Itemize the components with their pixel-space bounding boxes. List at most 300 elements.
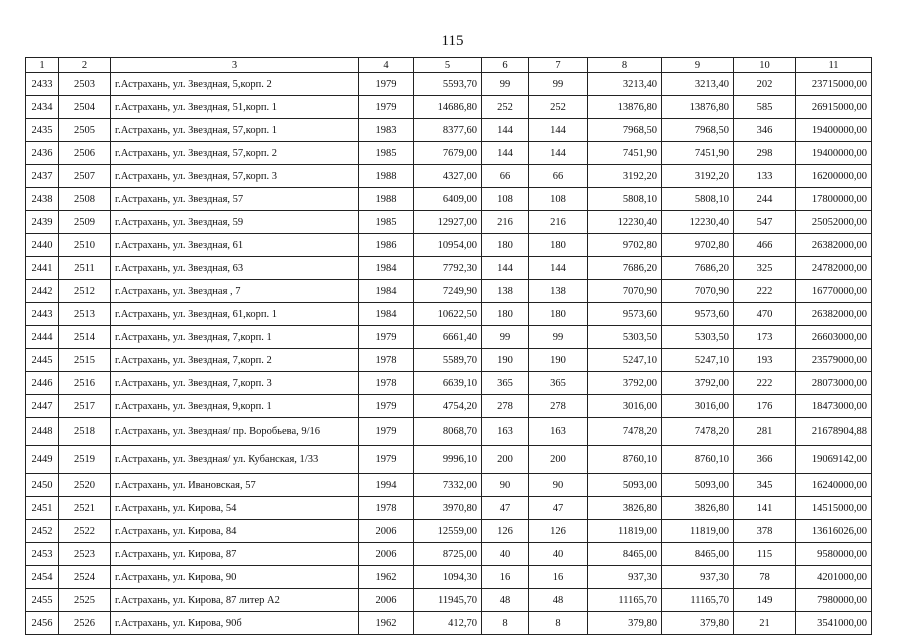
table-row <box>26 326 872 349</box>
cost-value-cell: 26382000,00 <box>796 303 872 326</box>
record-number-cell: 2451 <box>26 497 59 520</box>
living-area-cell: 11165,70 <box>588 589 662 612</box>
col6-value-cell: 47 <box>482 497 529 520</box>
residents-count-cell: 176 <box>734 395 796 418</box>
table-row <box>26 418 872 446</box>
record-number-cell: 2456 <box>26 612 59 635</box>
col7-value-cell: 200 <box>529 446 588 474</box>
object-number-cell: 2516 <box>59 372 111 395</box>
col6-value-cell: 144 <box>482 142 529 165</box>
col7-value-cell: 66 <box>529 165 588 188</box>
address-cell: г.Астрахань, ул. Звездная, 57,корп. 2 <box>111 142 359 165</box>
residents-count-cell: 466 <box>734 234 796 257</box>
living-area-cell: 7686,20 <box>588 257 662 280</box>
object-number-cell: 2524 <box>59 566 111 589</box>
table-row <box>26 96 872 119</box>
table-row <box>26 349 872 372</box>
col6-value-cell: 278 <box>482 395 529 418</box>
record-number-cell: 2446 <box>26 372 59 395</box>
col7-value-cell: 138 <box>529 280 588 303</box>
col9-area-cell: 7686,20 <box>662 257 734 280</box>
object-number-cell: 2522 <box>59 520 111 543</box>
living-area-cell: 13876,80 <box>588 96 662 119</box>
col6-value-cell: 99 <box>482 73 529 96</box>
table-row <box>26 119 872 142</box>
cost-value-cell: 4201000,00 <box>796 566 872 589</box>
table-row <box>26 211 872 234</box>
col7-value-cell: 180 <box>529 303 588 326</box>
object-number-cell: 2506 <box>59 142 111 165</box>
table-row <box>26 73 872 96</box>
col7-value-cell: 252 <box>529 96 588 119</box>
col9-area-cell: 5303,50 <box>662 326 734 349</box>
year-built-cell: 1985 <box>359 211 414 234</box>
cost-value-cell: 19069142,00 <box>796 446 872 474</box>
year-built-cell: 1988 <box>359 165 414 188</box>
col9-area-cell: 7968,50 <box>662 119 734 142</box>
year-built-cell: 2006 <box>359 520 414 543</box>
record-number-cell: 2452 <box>26 520 59 543</box>
object-number-cell: 2521 <box>59 497 111 520</box>
column-header-3: 3 <box>111 58 359 73</box>
col7-value-cell: 40 <box>529 543 588 566</box>
cost-value-cell: 23579000,00 <box>796 349 872 372</box>
total-area-cell: 8068,70 <box>414 418 482 446</box>
object-number-cell: 2504 <box>59 96 111 119</box>
table-row <box>26 395 872 418</box>
total-area-cell: 5593,70 <box>414 73 482 96</box>
col6-value-cell: 90 <box>482 474 529 497</box>
address-cell: г.Астрахань, ул. Звездная, 7,корп. 3 <box>111 372 359 395</box>
col7-value-cell: 126 <box>529 520 588 543</box>
address-cell: г.Астрахань, ул. Звездная, 57,корп. 3 <box>111 165 359 188</box>
living-area-cell: 937,30 <box>588 566 662 589</box>
residents-count-cell: 202 <box>734 73 796 96</box>
cost-value-cell: 24782000,00 <box>796 257 872 280</box>
year-built-cell: 2006 <box>359 589 414 612</box>
table-row <box>26 142 872 165</box>
object-number-cell: 2525 <box>59 589 111 612</box>
col6-value-cell: 252 <box>482 96 529 119</box>
col6-value-cell: 180 <box>482 234 529 257</box>
cost-value-cell: 18473000,00 <box>796 395 872 418</box>
col6-value-cell: 16 <box>482 566 529 589</box>
address-cell: г.Астрахань, ул. Звездная, 59 <box>111 211 359 234</box>
address-cell: г.Астрахань, ул. Звездная, 61 <box>111 234 359 257</box>
living-area-cell: 5247,10 <box>588 349 662 372</box>
total-area-cell: 8377,60 <box>414 119 482 142</box>
record-number-cell: 2437 <box>26 165 59 188</box>
table-row <box>26 566 872 589</box>
address-cell: г.Астрахань, ул. Кирова, 54 <box>111 497 359 520</box>
record-number-cell: 2445 <box>26 349 59 372</box>
object-number-cell: 2511 <box>59 257 111 280</box>
cost-value-cell: 25052000,00 <box>796 211 872 234</box>
address-cell: г.Астрахань, ул. Кирова, 87 литер А2 <box>111 589 359 612</box>
object-number-cell: 2513 <box>59 303 111 326</box>
col9-area-cell: 9702,80 <box>662 234 734 257</box>
address-cell: г.Астрахань, ул. Звездная, 51,корп. 1 <box>111 96 359 119</box>
col9-area-cell: 11819,00 <box>662 520 734 543</box>
col9-area-cell: 3016,00 <box>662 395 734 418</box>
living-area-cell: 5303,50 <box>588 326 662 349</box>
col9-area-cell: 5093,00 <box>662 474 734 497</box>
year-built-cell: 1978 <box>359 349 414 372</box>
col7-value-cell: 16 <box>529 566 588 589</box>
record-number-cell: 2449 <box>26 446 59 474</box>
address-cell: г.Астрахань, ул. Звездная, 5,корп. 2 <box>111 73 359 96</box>
year-built-cell: 1962 <box>359 612 414 635</box>
col7-value-cell: 144 <box>529 119 588 142</box>
column-header-6: 6 <box>482 58 529 73</box>
record-number-cell: 2448 <box>26 418 59 446</box>
object-number-cell: 2523 <box>59 543 111 566</box>
living-area-cell: 11819,00 <box>588 520 662 543</box>
year-built-cell: 1979 <box>359 446 414 474</box>
col6-value-cell: 48 <box>482 589 529 612</box>
living-area-cell: 9702,80 <box>588 234 662 257</box>
cost-value-cell: 16200000,00 <box>796 165 872 188</box>
col7-value-cell: 180 <box>529 234 588 257</box>
record-number-cell: 2442 <box>26 280 59 303</box>
object-number-cell: 2503 <box>59 73 111 96</box>
cost-value-cell: 19400000,00 <box>796 119 872 142</box>
residents-count-cell: 346 <box>734 119 796 142</box>
table-row <box>26 280 872 303</box>
col9-area-cell: 3792,00 <box>662 372 734 395</box>
col9-area-cell: 5808,10 <box>662 188 734 211</box>
total-area-cell: 11945,70 <box>414 589 482 612</box>
address-cell: г.Астрахань, ул. Звездная/ ул. Кубанская, 1/33 <box>111 446 359 474</box>
table-body <box>26 73 872 635</box>
cost-value-cell: 26382000,00 <box>796 234 872 257</box>
total-area-cell: 14686,80 <box>414 96 482 119</box>
cost-value-cell: 9580000,00 <box>796 543 872 566</box>
living-area-cell: 7968,50 <box>588 119 662 142</box>
table-row <box>26 474 872 497</box>
cost-value-cell: 7980000,00 <box>796 589 872 612</box>
cost-value-cell: 16770000,00 <box>796 280 872 303</box>
record-number-cell: 2444 <box>26 326 59 349</box>
total-area-cell: 4327,00 <box>414 165 482 188</box>
column-header-2: 2 <box>59 58 111 73</box>
col9-area-cell: 3826,80 <box>662 497 734 520</box>
address-cell: г.Астрахань, ул. Кирова, 84 <box>111 520 359 543</box>
object-number-cell: 2526 <box>59 612 111 635</box>
object-number-cell: 2514 <box>59 326 111 349</box>
col6-value-cell: 40 <box>482 543 529 566</box>
record-number-cell: 2443 <box>26 303 59 326</box>
record-number-cell: 2438 <box>26 188 59 211</box>
year-built-cell: 1985 <box>359 142 414 165</box>
col9-area-cell: 13876,80 <box>662 96 734 119</box>
object-number-cell: 2512 <box>59 280 111 303</box>
residents-count-cell: 325 <box>734 257 796 280</box>
total-area-cell: 12559,00 <box>414 520 482 543</box>
col6-value-cell: 126 <box>482 520 529 543</box>
address-cell: г.Астрахань, ул. Звездная, 57,корп. 1 <box>111 119 359 142</box>
cost-value-cell: 28073000,00 <box>796 372 872 395</box>
cost-value-cell: 21678904,88 <box>796 418 872 446</box>
residents-count-cell: 378 <box>734 520 796 543</box>
year-built-cell: 1979 <box>359 418 414 446</box>
col7-value-cell: 48 <box>529 589 588 612</box>
table-row <box>26 165 872 188</box>
col9-area-cell: 7451,90 <box>662 142 734 165</box>
object-number-cell: 2518 <box>59 418 111 446</box>
year-built-cell: 1983 <box>359 119 414 142</box>
year-built-cell: 1962 <box>359 566 414 589</box>
col9-area-cell: 379,80 <box>662 612 734 635</box>
table-row <box>26 497 872 520</box>
residents-count-cell: 21 <box>734 612 796 635</box>
living-area-cell: 7451,90 <box>588 142 662 165</box>
col9-area-cell: 12230,40 <box>662 211 734 234</box>
col6-value-cell: 66 <box>482 165 529 188</box>
table-row <box>26 520 872 543</box>
col7-value-cell: 365 <box>529 372 588 395</box>
living-area-cell: 5808,10 <box>588 188 662 211</box>
living-area-cell: 9573,60 <box>588 303 662 326</box>
col6-value-cell: 180 <box>482 303 529 326</box>
cost-value-cell: 23715000,00 <box>796 73 872 96</box>
address-cell: г.Астрахань, ул. Звездная, 9,корп. 1 <box>111 395 359 418</box>
cost-value-cell: 17800000,00 <box>796 188 872 211</box>
table-row <box>26 234 872 257</box>
table-header <box>26 58 872 73</box>
col7-value-cell: 216 <box>529 211 588 234</box>
residents-count-cell: 173 <box>734 326 796 349</box>
cost-value-cell: 26603000,00 <box>796 326 872 349</box>
record-number-cell: 2450 <box>26 474 59 497</box>
living-area-cell: 8465,00 <box>588 543 662 566</box>
residents-count-cell: 585 <box>734 96 796 119</box>
residents-count-cell: 470 <box>734 303 796 326</box>
col7-value-cell: 47 <box>529 497 588 520</box>
year-built-cell: 2006 <box>359 543 414 566</box>
col7-value-cell: 278 <box>529 395 588 418</box>
col6-value-cell: 365 <box>482 372 529 395</box>
table-row <box>26 372 872 395</box>
record-number-cell: 2455 <box>26 589 59 612</box>
address-cell: г.Астрахань, ул. Кирова, 90б <box>111 612 359 635</box>
object-number-cell: 2515 <box>59 349 111 372</box>
address-cell: г.Астрахань, ул. Звездная, 7,корп. 1 <box>111 326 359 349</box>
living-area-cell: 7478,20 <box>588 418 662 446</box>
housing-register-table <box>25 57 872 635</box>
column-header-5: 5 <box>414 58 482 73</box>
object-number-cell: 2519 <box>59 446 111 474</box>
record-number-cell: 2434 <box>26 96 59 119</box>
address-cell: г.Астрахань, ул. Звездная, 61,корп. 1 <box>111 303 359 326</box>
total-area-cell: 7249,90 <box>414 280 482 303</box>
residents-count-cell: 298 <box>734 142 796 165</box>
residents-count-cell: 547 <box>734 211 796 234</box>
residents-count-cell: 133 <box>734 165 796 188</box>
residents-count-cell: 345 <box>734 474 796 497</box>
column-header-10: 10 <box>734 58 796 73</box>
residents-count-cell: 141 <box>734 497 796 520</box>
residents-count-cell: 78 <box>734 566 796 589</box>
address-cell: г.Астрахань, ул. Звездная/ пр. Воробьева, 9/16 <box>111 418 359 446</box>
record-number-cell: 2433 <box>26 73 59 96</box>
total-area-cell: 7792,30 <box>414 257 482 280</box>
living-area-cell: 3792,00 <box>588 372 662 395</box>
living-area-cell: 12230,40 <box>588 211 662 234</box>
col7-value-cell: 8 <box>529 612 588 635</box>
living-area-cell: 3016,00 <box>588 395 662 418</box>
col7-value-cell: 99 <box>529 326 588 349</box>
total-area-cell: 412,70 <box>414 612 482 635</box>
year-built-cell: 1979 <box>359 73 414 96</box>
col9-area-cell: 3213,40 <box>662 73 734 96</box>
col6-value-cell: 108 <box>482 188 529 211</box>
total-area-cell: 3970,80 <box>414 497 482 520</box>
year-built-cell: 1984 <box>359 280 414 303</box>
col7-value-cell: 99 <box>529 73 588 96</box>
table-row <box>26 543 872 566</box>
total-area-cell: 4754,20 <box>414 395 482 418</box>
col6-value-cell: 144 <box>482 119 529 142</box>
residents-count-cell: 281 <box>734 418 796 446</box>
residents-count-cell: 149 <box>734 589 796 612</box>
page-number: 115 <box>441 33 464 49</box>
total-area-cell: 8725,00 <box>414 543 482 566</box>
living-area-cell: 3826,80 <box>588 497 662 520</box>
col6-value-cell: 99 <box>482 326 529 349</box>
total-area-cell: 12927,00 <box>414 211 482 234</box>
total-area-cell: 10622,50 <box>414 303 482 326</box>
table-row <box>26 303 872 326</box>
object-number-cell: 2520 <box>59 474 111 497</box>
cost-value-cell: 14515000,00 <box>796 497 872 520</box>
cost-value-cell: 19400000,00 <box>796 142 872 165</box>
year-built-cell: 1994 <box>359 474 414 497</box>
residents-count-cell: 115 <box>734 543 796 566</box>
year-built-cell: 1978 <box>359 372 414 395</box>
cost-value-cell: 26915000,00 <box>796 96 872 119</box>
year-built-cell: 1979 <box>359 326 414 349</box>
total-area-cell: 6661,40 <box>414 326 482 349</box>
object-number-cell: 2509 <box>59 211 111 234</box>
total-area-cell: 7332,00 <box>414 474 482 497</box>
total-area-cell: 5589,70 <box>414 349 482 372</box>
col9-area-cell: 937,30 <box>662 566 734 589</box>
object-number-cell: 2517 <box>59 395 111 418</box>
address-cell: г.Астрахань, ул. Кирова, 90 <box>111 566 359 589</box>
record-number-cell: 2454 <box>26 566 59 589</box>
total-area-cell: 1094,30 <box>414 566 482 589</box>
living-area-cell: 7070,90 <box>588 280 662 303</box>
year-built-cell: 1988 <box>359 188 414 211</box>
col9-area-cell: 7478,20 <box>662 418 734 446</box>
living-area-cell: 3213,40 <box>588 73 662 96</box>
col7-value-cell: 163 <box>529 418 588 446</box>
column-header-8: 8 <box>588 58 662 73</box>
total-area-cell: 6639,10 <box>414 372 482 395</box>
header-row <box>26 58 872 73</box>
cost-value-cell: 16240000,00 <box>796 474 872 497</box>
residents-count-cell: 193 <box>734 349 796 372</box>
col9-area-cell: 11165,70 <box>662 589 734 612</box>
year-built-cell: 1984 <box>359 303 414 326</box>
col6-value-cell: 200 <box>482 446 529 474</box>
table-row <box>26 589 872 612</box>
col6-value-cell: 216 <box>482 211 529 234</box>
year-built-cell: 1978 <box>359 497 414 520</box>
address-cell: г.Астрахань, ул. Звездная, 7,корп. 2 <box>111 349 359 372</box>
col6-value-cell: 138 <box>482 280 529 303</box>
residents-count-cell: 244 <box>734 188 796 211</box>
col9-area-cell: 8465,00 <box>662 543 734 566</box>
col9-area-cell: 9573,60 <box>662 303 734 326</box>
col9-area-cell: 8760,10 <box>662 446 734 474</box>
total-area-cell: 6409,00 <box>414 188 482 211</box>
col7-value-cell: 90 <box>529 474 588 497</box>
year-built-cell: 1984 <box>359 257 414 280</box>
record-number-cell: 2439 <box>26 211 59 234</box>
record-number-cell: 2436 <box>26 142 59 165</box>
column-header-4: 4 <box>359 58 414 73</box>
col9-area-cell: 5247,10 <box>662 349 734 372</box>
record-number-cell: 2447 <box>26 395 59 418</box>
living-area-cell: 8760,10 <box>588 446 662 474</box>
address-cell: г.Астрахань, ул. Ивановская, 57 <box>111 474 359 497</box>
address-cell: г.Астрахань, ул. Кирова, 87 <box>111 543 359 566</box>
year-built-cell: 1979 <box>359 96 414 119</box>
year-built-cell: 1979 <box>359 395 414 418</box>
object-number-cell: 2505 <box>59 119 111 142</box>
table-row <box>26 612 872 635</box>
object-number-cell: 2510 <box>59 234 111 257</box>
address-cell: г.Астрахань, ул. Звездная, 63 <box>111 257 359 280</box>
column-header-9: 9 <box>662 58 734 73</box>
col7-value-cell: 190 <box>529 349 588 372</box>
total-area-cell: 9996,10 <box>414 446 482 474</box>
living-area-cell: 5093,00 <box>588 474 662 497</box>
living-area-cell: 379,80 <box>588 612 662 635</box>
table-row <box>26 257 872 280</box>
address-cell: г.Астрахань, ул. Звездная, 57 <box>111 188 359 211</box>
total-area-cell: 10954,00 <box>414 234 482 257</box>
table-row <box>26 188 872 211</box>
col7-value-cell: 144 <box>529 142 588 165</box>
residents-count-cell: 222 <box>734 372 796 395</box>
record-number-cell: 2435 <box>26 119 59 142</box>
living-area-cell: 3192,20 <box>588 165 662 188</box>
column-header-7: 7 <box>529 58 588 73</box>
col6-value-cell: 163 <box>482 418 529 446</box>
col7-value-cell: 108 <box>529 188 588 211</box>
object-number-cell: 2507 <box>59 165 111 188</box>
col6-value-cell: 190 <box>482 349 529 372</box>
address-cell: г.Астрахань, ул. Звездная , 7 <box>111 280 359 303</box>
col6-value-cell: 144 <box>482 257 529 280</box>
total-area-cell: 7679,00 <box>414 142 482 165</box>
table-row <box>26 446 872 474</box>
residents-count-cell: 366 <box>734 446 796 474</box>
cost-value-cell: 13616026,00 <box>796 520 872 543</box>
object-number-cell: 2508 <box>59 188 111 211</box>
column-header-11: 11 <box>796 58 872 73</box>
record-number-cell: 2441 <box>26 257 59 280</box>
cost-value-cell: 3541000,00 <box>796 612 872 635</box>
column-header-1: 1 <box>26 58 59 73</box>
col9-area-cell: 3192,20 <box>662 165 734 188</box>
record-number-cell: 2453 <box>26 543 59 566</box>
residents-count-cell: 222 <box>734 280 796 303</box>
col6-value-cell: 8 <box>482 612 529 635</box>
